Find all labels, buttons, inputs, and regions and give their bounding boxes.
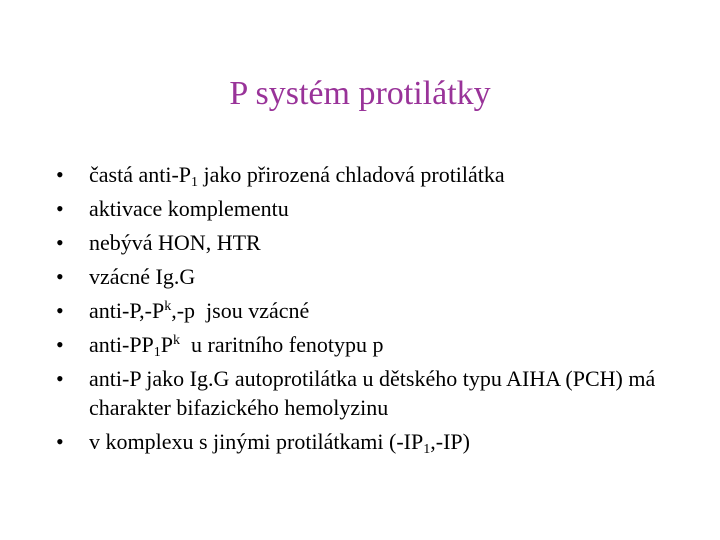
bullet-text [89, 230, 261, 255]
bullet-list [56, 160, 676, 461]
bullet-text [89, 429, 470, 457]
bullet-item [56, 262, 676, 291]
bullet-item [56, 194, 676, 223]
bullet-dot-icon: • [56, 230, 64, 255]
bullet-item [56, 228, 676, 257]
subscript: 1 [153, 345, 161, 360]
bullet-item [56, 364, 676, 422]
text-run: anti-P jako Ig.G autoprotilátka u dětského typu AIHA (PCH) má charakter bifazického hemolyzinu [89, 366, 661, 420]
bullet-text [89, 366, 661, 420]
slide-title: P systém protilátky [229, 75, 491, 112]
bullet-dot-icon: • [56, 429, 64, 454]
text-run: anti-PP [89, 332, 154, 357]
bullet-dot-icon: • [56, 264, 64, 289]
text-run: P [160, 332, 174, 357]
text-run: aktivace komplementu [89, 196, 289, 221]
bullet-dot-icon: • [56, 196, 64, 221]
text-run: častá anti-P [89, 162, 192, 187]
bullet-item [56, 427, 676, 456]
bullet-text [89, 298, 309, 323]
bullet-text [89, 196, 289, 221]
bullet-text [89, 264, 195, 289]
text-run: nebývá HON, HTR [89, 230, 261, 255]
bullet-dot-icon: • [56, 162, 64, 187]
subscript: 1 [191, 175, 199, 190]
bullet-dot-icon: • [56, 332, 64, 357]
text-run: vzácné Ig.G [89, 264, 196, 289]
bullet-item [56, 330, 676, 359]
superscript: k [164, 299, 172, 314]
bullet-dot-icon: • [56, 366, 64, 391]
text-run: ,-IP) [430, 429, 470, 454]
bullet-item [56, 296, 676, 325]
bullet-item [56, 160, 676, 189]
subscript: 1 [423, 442, 431, 457]
superscript: k [173, 333, 181, 348]
text-run: ,-p jsou vzácné [171, 298, 310, 323]
text-run: u raritního fenotypu p [180, 332, 384, 357]
text-run: v komplexu s jinými protilátkami (-IP [89, 429, 424, 454]
bullet-text [89, 162, 505, 190]
text-run: anti-P,-P [89, 298, 165, 323]
bullet-dot-icon: • [56, 298, 64, 323]
text-run: jako přirozená chladová protilátka [198, 162, 505, 187]
bullet-text [89, 332, 384, 360]
